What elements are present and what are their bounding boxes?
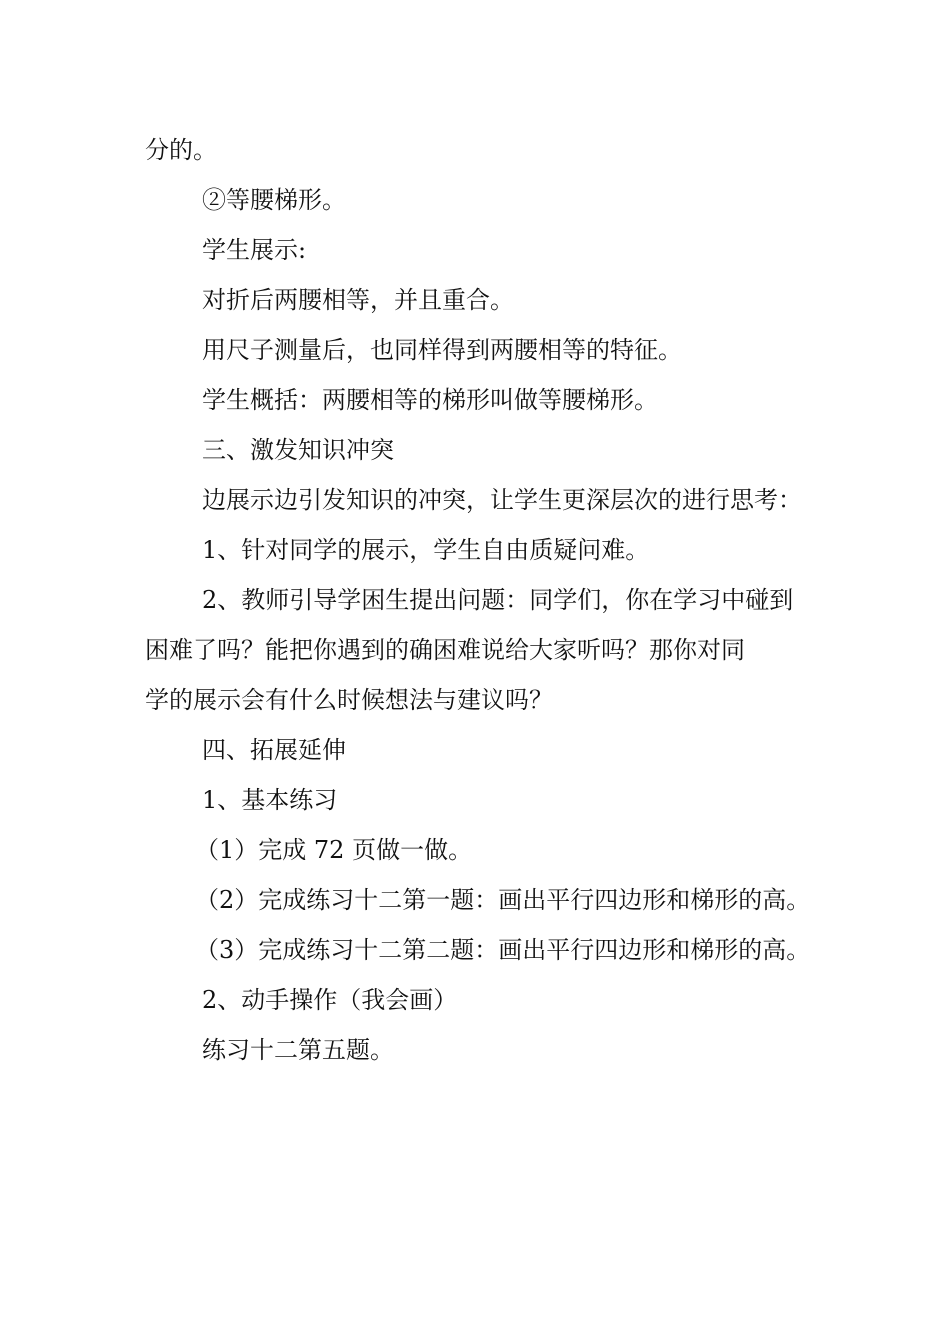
paragraph-line: 用尺子测量后，也同样得到两腰相等的特征。: [202, 336, 682, 364]
paragraph-line: 困难了吗？能把你遇到的确困难说给大家听吗？那你对同: [145, 636, 745, 664]
list-item: 2、教师引导学困生提出问题：同学们，你在学习中碰到: [202, 586, 794, 614]
paragraph-line: 练习十二第五题。: [202, 1036, 394, 1064]
list-item: 1、基本练习: [202, 786, 338, 814]
section-heading: 四、拓展延伸: [202, 736, 346, 764]
paragraph-line: 学的展示会有什么时候想法与建议吗？: [145, 686, 553, 714]
paragraph-line: 学生概括：两腰相等的梯形叫做等腰梯形。: [202, 386, 658, 414]
list-item: （3）完成练习十二第二题：画出平行四边形和梯形的高。: [195, 936, 811, 964]
paragraph-line: 边展示边引发知识的冲突，让学生更深层次的进行思考：: [202, 486, 802, 514]
paragraph-line: 对折后两腰相等，并且重合。: [202, 286, 514, 314]
section-heading: 三、激发知识冲突: [202, 436, 394, 464]
list-item: （2）完成练习十二第一题：画出平行四边形和梯形的高。: [195, 886, 811, 914]
list-item: 1、针对同学的展示，学生自由质疑问难。: [202, 536, 650, 564]
document-body: [145, 125, 825, 1075]
paragraph-line: ②等腰梯形。: [202, 186, 346, 214]
list-item: 2、动手操作（我会画）: [202, 986, 458, 1014]
paragraph-line: 学生展示:: [202, 236, 307, 264]
paragraph-line: 分的。: [145, 136, 217, 164]
list-item: （1）完成 72 页做一做。: [195, 836, 473, 864]
